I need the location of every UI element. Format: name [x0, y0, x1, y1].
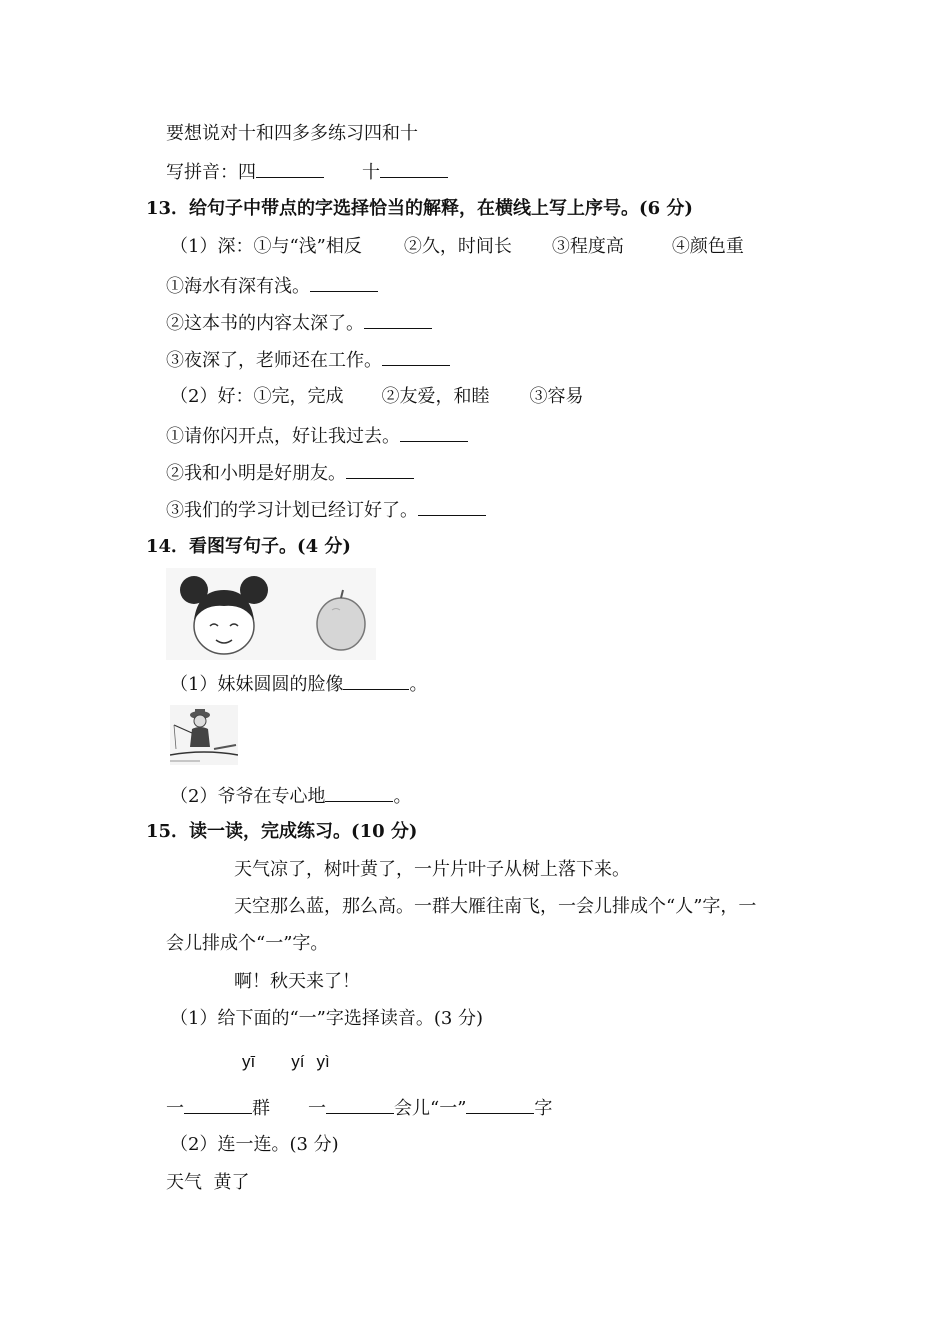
sentence-end: 。	[393, 786, 412, 807]
q15-sub1-blanks	[166, 1095, 552, 1121]
q15-sub1: （1）给下面的“一”字选择读音。(3 分)	[170, 1008, 484, 1029]
q13-p2-sentence1	[166, 423, 468, 449]
sentence-text: ②这本书的内容太深了。	[166, 313, 364, 334]
q13-p1-sentence3	[166, 347, 450, 373]
q13-part2-options	[170, 385, 583, 409]
q13-p2-sentence3	[166, 497, 486, 523]
q13-p2-sentence2	[166, 460, 414, 486]
answer-blank[interactable]	[346, 460, 414, 479]
yi-char: 一	[166, 1098, 184, 1119]
q13-part2-head: （2）好：①完，完成	[170, 386, 344, 407]
q13-part1-opt2: ②久，时间长	[403, 236, 512, 257]
q13-part1-head: （1）深：①与“浅”相反	[170, 236, 362, 257]
answer-blank[interactable]	[326, 1095, 394, 1114]
passage-paragraph-2: 天空那么蓝，那么高。一群大雁往南飞，一会儿排成个“人”字，一	[234, 896, 757, 917]
q13-part2-opt2: ②友爱，和睦	[381, 386, 490, 407]
answer-blank[interactable]	[382, 347, 450, 366]
hui-er-text: 会儿“一”	[394, 1098, 467, 1119]
pinyin-label: 写拼音：四	[166, 162, 256, 183]
answer-blank[interactable]	[466, 1095, 534, 1114]
sentence-text: ③夜深了，老师还在工作。	[166, 350, 382, 371]
sentence-text: ②我和小明是好朋友。	[166, 463, 346, 484]
pinyin-options	[242, 1050, 330, 1074]
answer-blank[interactable]	[343, 671, 409, 690]
intro-rhyme: 要想说对十和四多多练习四和十	[166, 123, 418, 144]
girl-and-apple-image	[166, 568, 376, 660]
answer-blank-shi[interactable]	[380, 159, 448, 178]
answer-blank-si[interactable]	[256, 159, 324, 178]
sentence-text: ③我们的学习计划已经订好了。	[166, 500, 418, 521]
passage-paragraph-2-cont: 会儿排成个“一”字。	[166, 933, 329, 954]
pinyin-yi2: yí	[291, 1052, 305, 1071]
ten-char: 十	[362, 162, 380, 183]
passage-paragraph-3: 啊！秋天来了！	[234, 971, 360, 992]
sentence-text: （2）爷爷在专心地	[170, 786, 326, 807]
q13-title: 13．给句子中带点的字选择恰当的解释，在横线上写上序号。(6 分)	[146, 198, 693, 219]
answer-blank[interactable]	[364, 310, 432, 329]
q14-title: 14．看图写句子。(4 分)	[146, 536, 351, 557]
q13-p1-sentence2	[166, 310, 432, 336]
zi-char: 字	[534, 1098, 553, 1119]
answer-blank[interactable]	[418, 497, 486, 516]
sentence-text: （1）妹妹圆圆的脸像	[170, 674, 344, 695]
answer-blank[interactable]	[400, 423, 468, 442]
qun-char: 群	[252, 1098, 270, 1119]
sentence-text: ①请你闪开点，好让我过去。	[166, 426, 400, 447]
yi-char: 一	[308, 1098, 326, 1119]
pinyin-prompt	[166, 159, 448, 185]
answer-blank[interactable]	[184, 1095, 252, 1114]
q13-part1-opt4: ④颜色重	[671, 236, 744, 257]
sentence-end: 。	[409, 674, 428, 695]
pinyin-yi1: yī	[242, 1052, 256, 1071]
passage-paragraph-1: 天气凉了，树叶黄了，一片片叶子从树上落下来。	[234, 859, 630, 880]
answer-blank[interactable]	[310, 273, 378, 292]
q14-sentence1	[170, 671, 427, 697]
sentence-text: ①海水有深有浅。	[166, 276, 310, 297]
matching-pair: 天气 黄了	[166, 1172, 250, 1193]
q15-title: 15．读一读，完成练习。(10 分)	[146, 821, 418, 842]
q14-sentence2	[170, 783, 411, 809]
q15-sub2: （2）连一连。(3 分)	[170, 1134, 339, 1155]
q13-part1-opt3: ③程度高	[551, 236, 624, 257]
q13-p1-sentence1	[166, 273, 378, 299]
q13-part1-options	[170, 235, 744, 259]
grandpa-fishing-image	[170, 705, 238, 765]
pinyin-yi4: yì	[316, 1052, 330, 1071]
q13-part2-opt3: ③容易	[529, 386, 584, 407]
answer-blank[interactable]	[325, 783, 393, 802]
